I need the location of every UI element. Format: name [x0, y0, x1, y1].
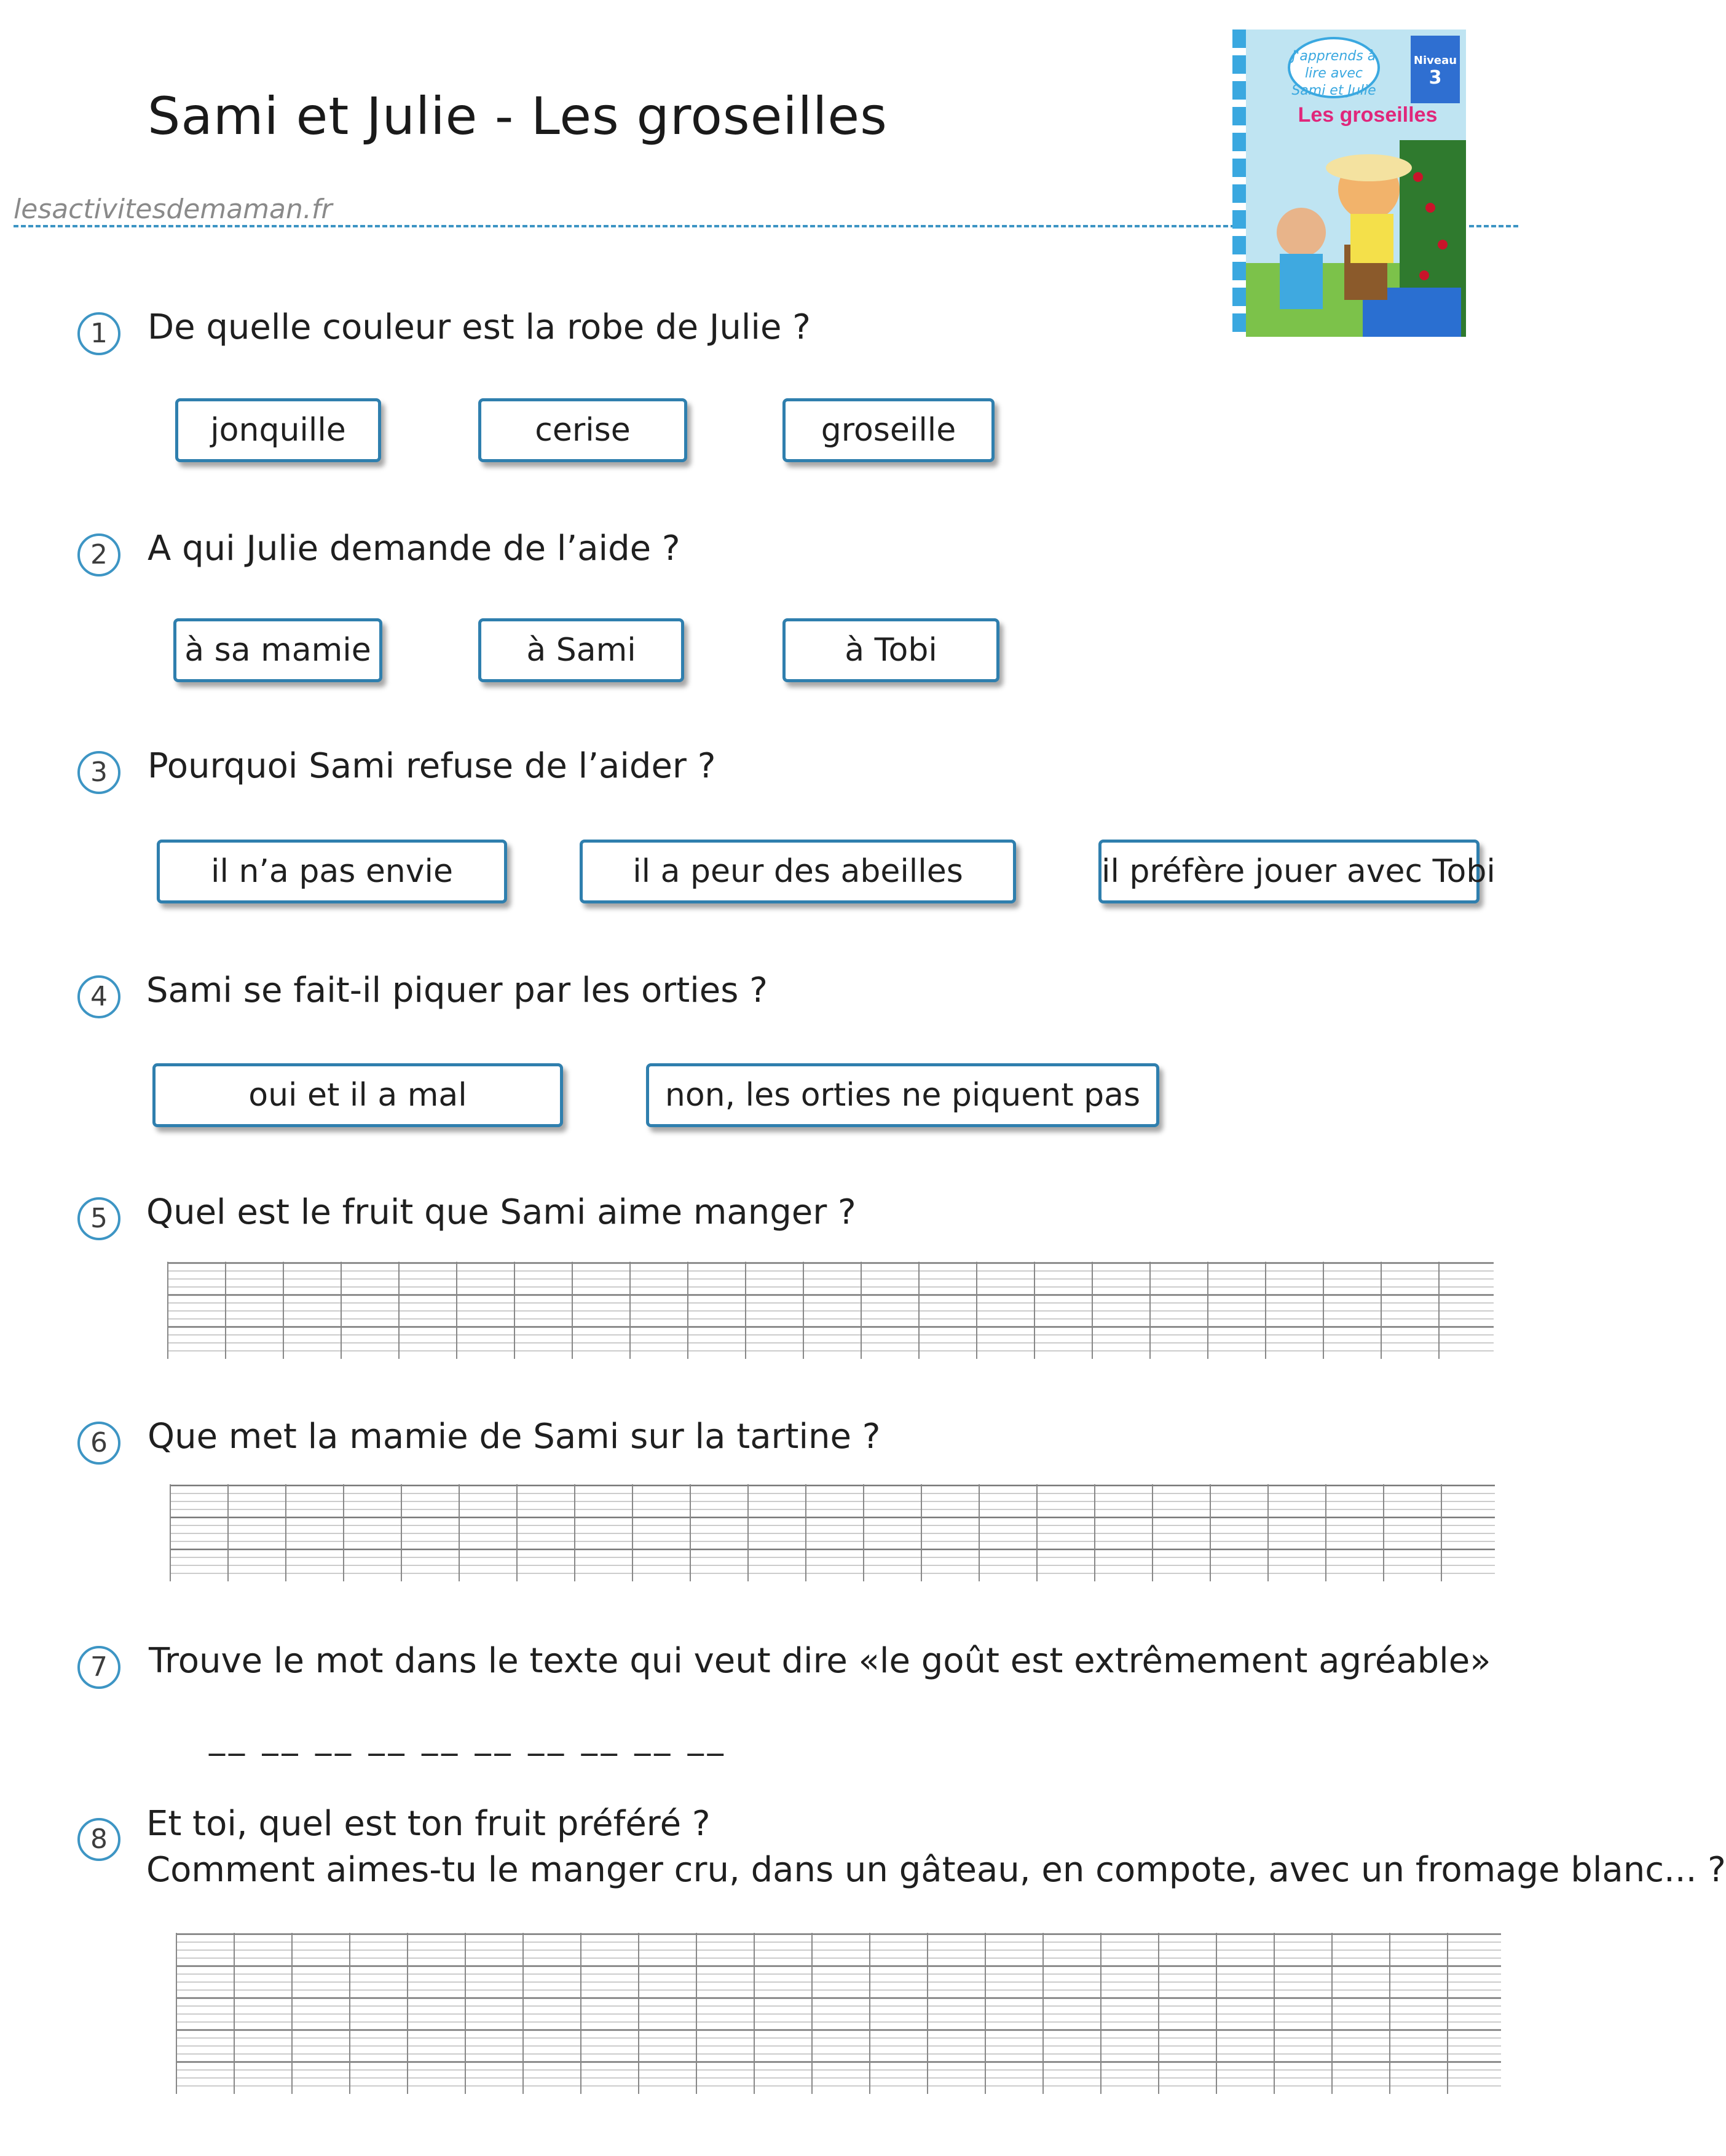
question-1-text: De quelle couleur est la robe de Julie ? [148, 307, 811, 347]
question-number-1: 1 [77, 312, 120, 355]
question-number-4: 4 [77, 975, 120, 1018]
book-cover-image [1232, 30, 1466, 337]
question-8-text: Et toi, quel est ton fruit préféré ? [146, 1804, 711, 1844]
handwriting-grid[interactable] [170, 1484, 1495, 1581]
question-number-8: 8 [77, 1818, 120, 1861]
cover-level-label: Niveau [1413, 54, 1457, 67]
handwriting-grid[interactable] [167, 1262, 1494, 1359]
answer-blanks[interactable]: __ __ __ __ __ __ __ __ __ __ [209, 1720, 727, 1757]
question-number-7: 7 [77, 1646, 120, 1689]
cover-collection-badge: J'apprends à lire avec Sami et Julie [1288, 37, 1380, 98]
handwriting-grid-large[interactable] [176, 1933, 1501, 2094]
question-2-text: A qui Julie demande de l’aide ? [148, 529, 680, 569]
question-number-3: 3 [77, 751, 120, 794]
cover-illustration [1246, 140, 1466, 337]
answer-option[interactable]: jonquille [175, 398, 381, 462]
site-watermark: lesactivitesdemaman.fr [14, 194, 333, 225]
cover-title: Les groseilles [1298, 103, 1438, 127]
page-title: Sami et Julie - Les groseilles [148, 86, 888, 146]
answer-option[interactable]: cerise [478, 398, 687, 462]
answer-option[interactable]: il préfère jouer avec Tobi [1098, 840, 1480, 903]
answer-option[interactable]: oui et il a mal [152, 1063, 563, 1127]
question-3-text: Pourquoi Sami refuse de l’aider ? [148, 746, 716, 786]
cover-level-number: 3 [1428, 67, 1442, 89]
answer-option[interactable]: groseille [782, 398, 995, 462]
question-4-text: Sami se fait-il piquer par les orties ? [146, 970, 768, 1010]
question-8-subtext: Comment aimes-tu le manger cru, dans un gâteau, en compote, avec un fromage blanc... ? [146, 1850, 1726, 1890]
answer-option[interactable]: à Tobi [782, 618, 999, 682]
answer-option[interactable]: il n’a pas envie [157, 840, 507, 903]
dashed-divider-right [1469, 225, 1518, 227]
dashed-divider [14, 225, 1243, 227]
question-number-5: 5 [77, 1197, 120, 1240]
question-7-text: Trouve le mot dans le texte qui veut dire «le goût est extrêmement agréable» [149, 1641, 1491, 1681]
answer-option[interactable]: il a peur des abeilles [580, 840, 1016, 903]
answer-option[interactable]: à sa mamie [173, 618, 382, 682]
question-5-text: Quel est le fruit que Sami aime manger ? [146, 1192, 856, 1232]
answer-option[interactable]: non, les orties ne piquent pas [646, 1063, 1159, 1127]
question-number-2: 2 [77, 533, 120, 576]
answer-option[interactable]: à Sami [478, 618, 684, 682]
question-6-text: Que met la mamie de Sami sur la tartine ? [148, 1417, 881, 1457]
question-number-6: 6 [77, 1422, 120, 1465]
cover-spine-stripe [1232, 30, 1246, 337]
cover-level-tag [1411, 36, 1460, 103]
